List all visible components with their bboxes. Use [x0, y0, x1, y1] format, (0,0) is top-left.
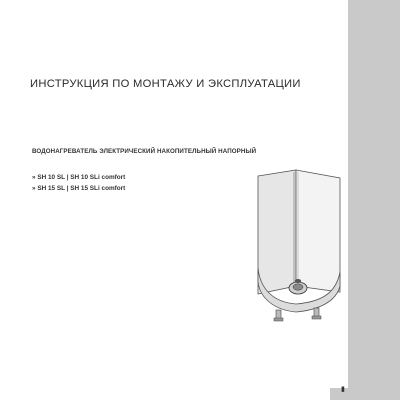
model-line: » SH 15 SL | SH 15 SLi comfort	[32, 185, 126, 192]
brand-mark-icon: ▮	[341, 386, 345, 393]
product-type-subtitle: ВОДОНАГРЕВАТЕЛЬ ЭЛЕКТРИЧЕСКИЙ НАКОПИТЕЛЬНЫЙ НАПОРНЫЙ	[32, 148, 257, 155]
model-line: » SH 10 SL | SH 10 SLi comfort	[32, 174, 126, 181]
cover-side-band	[348, 0, 400, 400]
document-title: ИНСТРУКЦИЯ ПО МОНТАЖУ И ЭКСПЛУАТАЦИИ	[30, 78, 301, 90]
water-heater-icon	[248, 168, 348, 324]
model-list	[32, 172, 125, 194]
